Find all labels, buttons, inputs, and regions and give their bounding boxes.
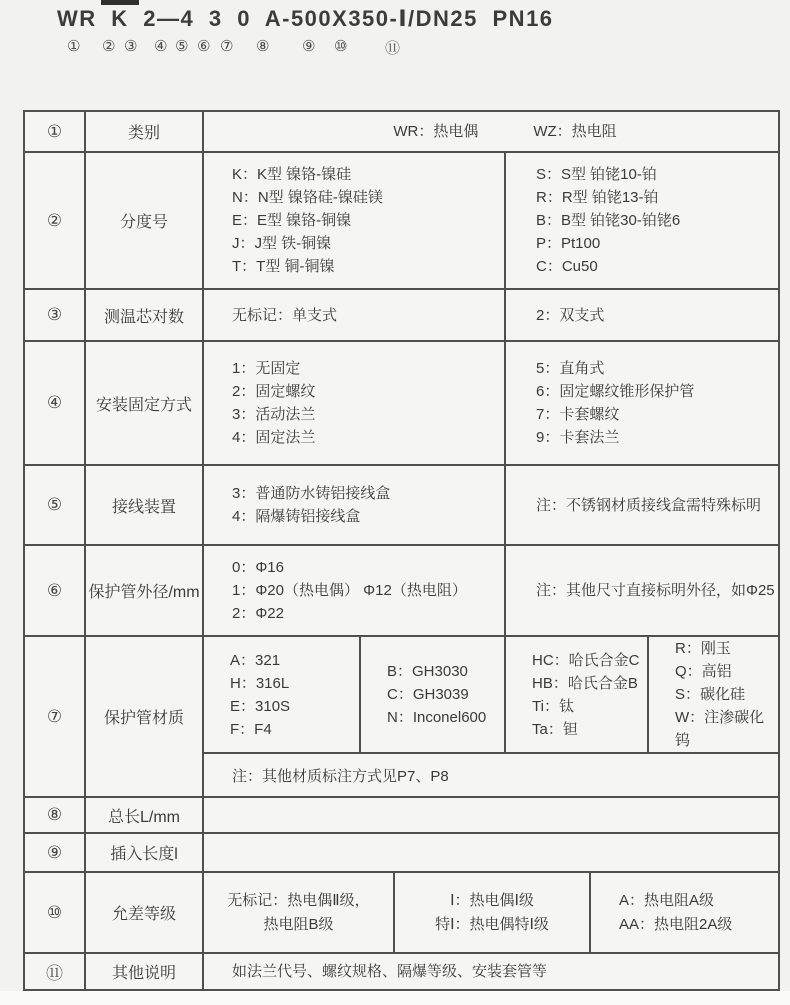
option-line: 1：无固定 — [232, 360, 301, 377]
row-2-right — [504, 153, 778, 288]
option-line: 2：固定螺纹 — [232, 383, 316, 400]
option-line: Ta：钽 — [532, 720, 578, 738]
marker-1: ① — [67, 38, 81, 55]
position-markers — [0, 37, 790, 57]
option-line: S：碳化硅 — [675, 686, 746, 703]
row-5-number: ⑤ — [46, 495, 63, 514]
option-line: 热电阻B级 — [263, 915, 334, 933]
row-5-left — [204, 466, 504, 544]
table-row-1 — [25, 112, 778, 151]
row-1-content — [204, 112, 778, 151]
option-line: T：T型 铜-铜镍 — [232, 258, 335, 275]
table-row-11 — [25, 952, 778, 989]
marker-7: ⑦ — [220, 38, 234, 55]
option-line: 0：Φ16 — [232, 559, 284, 576]
option-line: P：Pt100 — [536, 235, 601, 252]
option-line: 9：卡套法兰 — [536, 429, 620, 446]
option-line: 5：直角式 — [536, 360, 605, 377]
row-2-left — [204, 153, 504, 288]
row-2-label: 分度号 — [84, 153, 202, 288]
marker-3: ③ — [124, 38, 138, 55]
option-line: 无标记：单支式 — [232, 306, 338, 324]
row-8-label: 总长L/mm — [84, 798, 202, 832]
table-row-7 — [25, 635, 778, 796]
table-row-9 — [25, 832, 778, 871]
row-6-number: ⑥ — [46, 580, 63, 600]
option-line: E：310S — [230, 697, 291, 715]
option-line: Ⅰ：热电偶Ⅰ级 — [450, 891, 534, 909]
option-line: E：E型 镍铬-铜镍 — [232, 212, 352, 229]
option-line: B：B型 铂铑30-铂铑6 — [536, 212, 681, 229]
table-row-5 — [25, 464, 778, 544]
marker-9: ⑨ — [302, 38, 316, 55]
option-line: 1：Φ20（热电偶） Φ12（热电阻） — [232, 582, 467, 599]
row-7-label: 保护管材质 — [84, 637, 202, 796]
row-11-number: ⑪ — [46, 964, 63, 983]
option-line: Q：高铝 — [675, 663, 732, 680]
option-line: B：GH3030 — [387, 663, 468, 680]
marker-8: ⑧ — [256, 38, 270, 55]
row-5-label: 接线装置 — [84, 466, 202, 544]
option-line: C：GH3039 — [387, 686, 469, 703]
row-9-number: ⑨ — [46, 842, 63, 862]
row-4-number: ④ — [46, 393, 63, 412]
option-line: 无标记：热电偶Ⅱ级， — [227, 891, 370, 909]
row-4-left — [204, 342, 504, 464]
row-10-col3 — [589, 873, 778, 952]
row-6-right — [504, 546, 778, 635]
option-line: 3：普通防水铸铝接线盒 — [232, 485, 391, 502]
note-line: 注：其他尺寸直接标明外径，如Φ25 — [536, 582, 775, 599]
option-line: C：Cu50 — [536, 258, 598, 275]
row-10-col2 — [393, 873, 589, 952]
option-line: N：Inconel600 — [387, 709, 487, 726]
row-8-content — [204, 798, 778, 832]
row-8-number: ⑧ — [46, 805, 63, 824]
option-line: AA：热电阻2A级 — [619, 915, 733, 933]
table-row-3 — [25, 288, 778, 340]
row-6-left — [204, 546, 504, 635]
option-line: 2：Φ22 — [232, 605, 284, 622]
row-3-label: 测温芯对数 — [84, 290, 202, 340]
row-4-label: 安装固定方式 — [84, 342, 202, 464]
row-11-content — [204, 954, 778, 989]
row-1-number: ① — [46, 121, 63, 141]
table-row-8 — [25, 796, 778, 832]
option-line: N：N型 镍铬硅-镍硅镁 — [232, 189, 383, 206]
row-1-label: 类别 — [84, 112, 202, 151]
option-wr: WR：热电偶 — [393, 123, 479, 140]
row-6-label: 保护管外径/mm — [84, 546, 202, 635]
row-7-col4 — [647, 637, 778, 752]
option-line: J：J型 铁-铜镍 — [232, 235, 332, 252]
row-5-right — [504, 466, 778, 544]
marker-6: ⑥ — [197, 38, 211, 55]
page-bottom-margin — [0, 991, 790, 1005]
row-11-label: 其他说明 — [84, 954, 202, 989]
table-row-4 — [25, 340, 778, 464]
option-line: 4：固定法兰 — [232, 429, 316, 446]
note-line: 注：不锈钢材质接线盒需特殊标明 — [536, 496, 762, 514]
row-7-col1 — [204, 637, 359, 752]
marker-2: ② — [102, 38, 116, 55]
option-line: H：316L — [230, 674, 290, 692]
option-line: W：注渗碳化钨 — [675, 709, 765, 749]
option-line: R：刚玉 — [675, 640, 731, 657]
table-row-6 — [25, 544, 778, 635]
option-wz: WZ：热电阻 — [533, 123, 617, 140]
option-line: K：K型 镍铬-镍硅 — [232, 166, 352, 183]
note-line: 如法兰代号、螺纹规格、隔爆等级、安装套管等 — [232, 963, 548, 980]
option-line: 特Ⅰ：热电偶特Ⅰ级 — [435, 915, 549, 933]
option-line: 2：双支式 — [536, 306, 605, 324]
selection-table — [23, 110, 780, 991]
option-line: 4：隔爆铸铝接线盒 — [232, 508, 361, 525]
row-7-number: ⑦ — [46, 706, 63, 726]
marker-5: ⑤ — [175, 38, 189, 55]
marker-11: ⑪ — [385, 40, 401, 57]
row-10-col1 — [204, 873, 393, 952]
row-9-content — [204, 834, 778, 871]
row-7-col2 — [359, 637, 504, 752]
table-row-2 — [25, 151, 778, 288]
row-9-label: 插入长度l — [84, 834, 202, 871]
option-line: Ti：钛 — [532, 697, 574, 715]
model-code-title: WR K 2—4 3 0 A-500X350-Ⅰ/DN25 PN16 — [57, 6, 554, 31]
row-10-label: 允差等级 — [84, 873, 202, 952]
row-7-note: 注：其他材质标注方式见P7、P8 — [204, 752, 778, 796]
option-line: A：热电阻A级 — [619, 891, 715, 909]
table-row-10 — [25, 871, 778, 952]
option-line: R：R型 铂铑13-铂 — [536, 189, 659, 206]
option-line: HC：哈氏合金C — [532, 651, 640, 669]
option-line: S：S型 铂铑10-铂 — [536, 166, 657, 183]
row-4-right — [504, 342, 778, 464]
row-3-number: ③ — [46, 305, 63, 324]
row-3-right — [504, 290, 778, 340]
row-7-col3 — [504, 637, 647, 752]
marker-10: ⑩ — [334, 38, 348, 55]
option-line: 6：固定螺纹锥形保护管 — [536, 383, 695, 400]
option-line: 7：卡套螺纹 — [536, 406, 620, 423]
option-line: A：321 — [230, 651, 281, 669]
row-10-number: ⑩ — [46, 902, 63, 922]
marker-4: ④ — [154, 38, 168, 55]
row-3-left — [204, 290, 504, 340]
cropped-text-fragment — [101, 0, 139, 5]
option-line: 3：活动法兰 — [232, 406, 316, 423]
option-line: HB：哈氏合金B — [532, 674, 638, 692]
option-line: F：F4 — [230, 720, 272, 738]
row-2-number: ② — [46, 210, 63, 230]
